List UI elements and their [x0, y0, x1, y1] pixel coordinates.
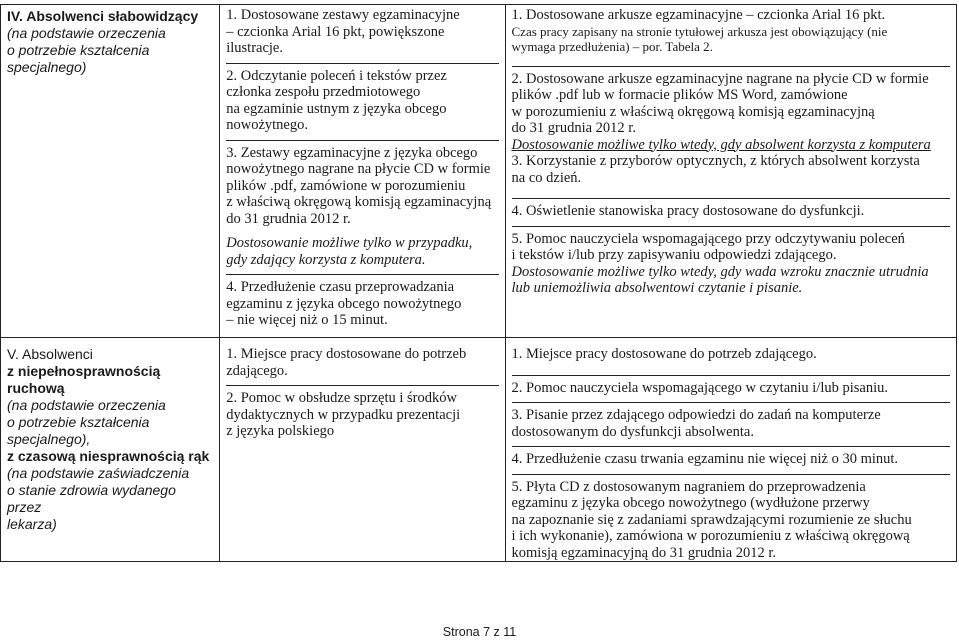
- oral-iv-note: gdy zdający korzysta z komputera.: [226, 251, 426, 268]
- oral-iv-note: Dostosowanie możliwe tylko w przypadku,: [226, 235, 473, 251]
- oral-iv-line: plików .pdf, zamówione w porozumieniu: [226, 177, 466, 194]
- oral-iv-line: – czcionka Arial 16 pkt, powiększone: [226, 23, 445, 40]
- oral-iv-line: nowożytnego.: [226, 117, 308, 133]
- category-v-note: lekarza): [7, 516, 57, 532]
- written-v-line: dostosowanym do dysfunkcji absolwenta.: [511, 423, 754, 440]
- written-v-line: 4. Przedłużenie czasu trwania egzaminu nie więcej niż o 30 minut.: [511, 451, 899, 467]
- category-iv-note-2: o potrzebie kształcenia: [7, 42, 150, 58]
- category-cell-v: [1, 338, 220, 562]
- written-iv-note: Dostosowanie możliwe tylko wtedy, gdy absolwent korzysta z komputera: [511, 136, 931, 153]
- oral-v-line: 2. Pomoc w obsłudze sprzętu i środków: [226, 390, 457, 406]
- category-v-note: (na podstawie zaświadczenia: [7, 465, 190, 481]
- oral-iv-line: do 31 grudnia 2012 r.: [226, 210, 351, 227]
- written-exam-cell-v: [505, 338, 956, 562]
- category-iv-note-3: specjalnego): [7, 59, 87, 75]
- oral-iv-line: – nie więcej niż o 15 minut.: [226, 312, 388, 328]
- category-v-bold: z czasową niesprawnością rąk: [7, 448, 210, 464]
- written-iv-note: lub uniemożliwia absolwentowi czytanie i pisanie.: [511, 280, 803, 296]
- oral-v-line: zdającego.: [226, 362, 288, 379]
- oral-v-line: z języka polskiego: [226, 423, 335, 439]
- oral-v-line: 1. Miejsce pracy dostosowane do potrzeb: [226, 346, 467, 362]
- written-iv-line: 5. Pomoc nauczyciela wspomagającego przy odczytywaniu poleceń: [511, 230, 905, 247]
- written-iv-note: wymaga przedłużenia) – por. Tabela 2.: [511, 38, 713, 54]
- written-v-line: 2. Pomoc nauczyciela wspomagającego w czytaniu i/lub pisaniu.: [511, 379, 888, 396]
- written-v-line: egzaminu z języka obcego nowożytnego (wydłużone przerwy: [511, 495, 870, 511]
- category-v-note: o stanie zdrowia wydanego przez: [7, 482, 176, 515]
- written-iv-note: Czas pracy zapisany na stronie tytułowej arkusza jest obowiązujący (nie: [511, 23, 888, 39]
- written-iv-line: 3. Korzystanie z przyborów optycznych, z których absolwent korzysta: [511, 153, 920, 169]
- oral-iv-line: 1. Dostosowane zestawy egzaminacyjne: [226, 7, 460, 23]
- oral-exam-cell-iv: [220, 5, 505, 338]
- oral-iv-line: ilustracje.: [226, 40, 283, 56]
- written-iv-line: i tekstów i/lub przy zapisywaniu odpowiedzi zdającego.: [511, 247, 837, 263]
- oral-iv-line: na egzaminie ustnym z języka obcego: [226, 100, 447, 117]
- category-v-note: specjalnego),: [7, 431, 91, 447]
- oral-iv-line: członka zespołu przedmiotowego: [226, 84, 421, 100]
- category-iv-note-1: (na podstawie orzeczenia: [7, 25, 166, 41]
- written-v-line: komisją egzaminacyjną do 31 grudnia 2012 r.: [511, 544, 777, 561]
- written-iv-line: na co dzień.: [511, 169, 582, 186]
- category-v-note: (na podstawie orzeczenia: [7, 397, 166, 413]
- category-v-heading: V. Absolwenci: [7, 346, 93, 362]
- written-v-line: na zapoznanie się z zadaniami sprawdzającymi rozumienie ze słuchu: [511, 511, 912, 528]
- written-iv-line: 1. Dostosowane arkusze egzaminacyjne – czcionka Arial 16 pkt.: [511, 7, 886, 23]
- written-v-line: 5. Płyta CD z dostosowanym nagraniem do przeprowadzenia: [511, 478, 866, 495]
- oral-iv-line: nowożytnego nagrane na płycie CD w formie: [226, 161, 491, 177]
- oral-exam-cell-v: [220, 338, 505, 562]
- written-iv-line: 4. Oświetlenie stanowiska pracy dostosowane do dysfunkcji.: [511, 203, 865, 219]
- written-iv-note: Dostosowanie możliwe tylko wtedy, gdy wada wzroku znacznie utrudnia: [511, 263, 929, 280]
- oral-v-line: dydaktycznych w przypadku prezentacji: [226, 406, 461, 423]
- written-iv-line: do 31 grudnia 2012 r.: [511, 120, 636, 136]
- written-v-line: i ich wykonanie), zamówiona w porozumieniu z właściwą okręgową: [511, 528, 910, 544]
- written-exam-cell-iv: [505, 5, 956, 338]
- oral-iv-line: 4. Przedłużenie czasu przeprowadzania: [226, 279, 455, 295]
- oral-iv-line: 2. Odczytanie poleceń i tekstów przez: [226, 67, 447, 84]
- written-iv-line: plików .pdf lub w formacie plików MS Word, zamówione: [511, 87, 848, 103]
- written-v-line: 1. Miejsce pracy dostosowane do potrzeb zdającego.: [511, 346, 817, 362]
- written-iv-line: w porozumieniu z właściwą okręgową komisją egzaminacyjną: [511, 103, 875, 120]
- category-iv-heading: IV. Absolwenci słabowidzący: [7, 8, 199, 24]
- adjustments-table: [0, 4, 957, 562]
- written-v-line: 3. Pisanie przez zdającego odpowiedzi do zadań na komputerze: [511, 407, 881, 423]
- page-number: Strona 7 z 11: [442, 625, 517, 639]
- category-cell-iv: [1, 5, 220, 338]
- oral-iv-line: z właściwą okręgową komisją egzaminacyjną: [226, 194, 492, 210]
- written-iv-line: 2. Dostosowane arkusze egzaminacyjne nagrane na płycie CD w formie: [511, 70, 929, 87]
- oral-iv-line: egzaminu z języka obcego nowożytnego: [226, 295, 462, 312]
- category-v-bold: z niepełnosprawnością ruchową: [7, 363, 161, 396]
- oral-iv-line: 3. Zestawy egzaminacyjne z języka obcego: [226, 144, 478, 161]
- category-v-note: o potrzebie kształcenia: [7, 414, 150, 430]
